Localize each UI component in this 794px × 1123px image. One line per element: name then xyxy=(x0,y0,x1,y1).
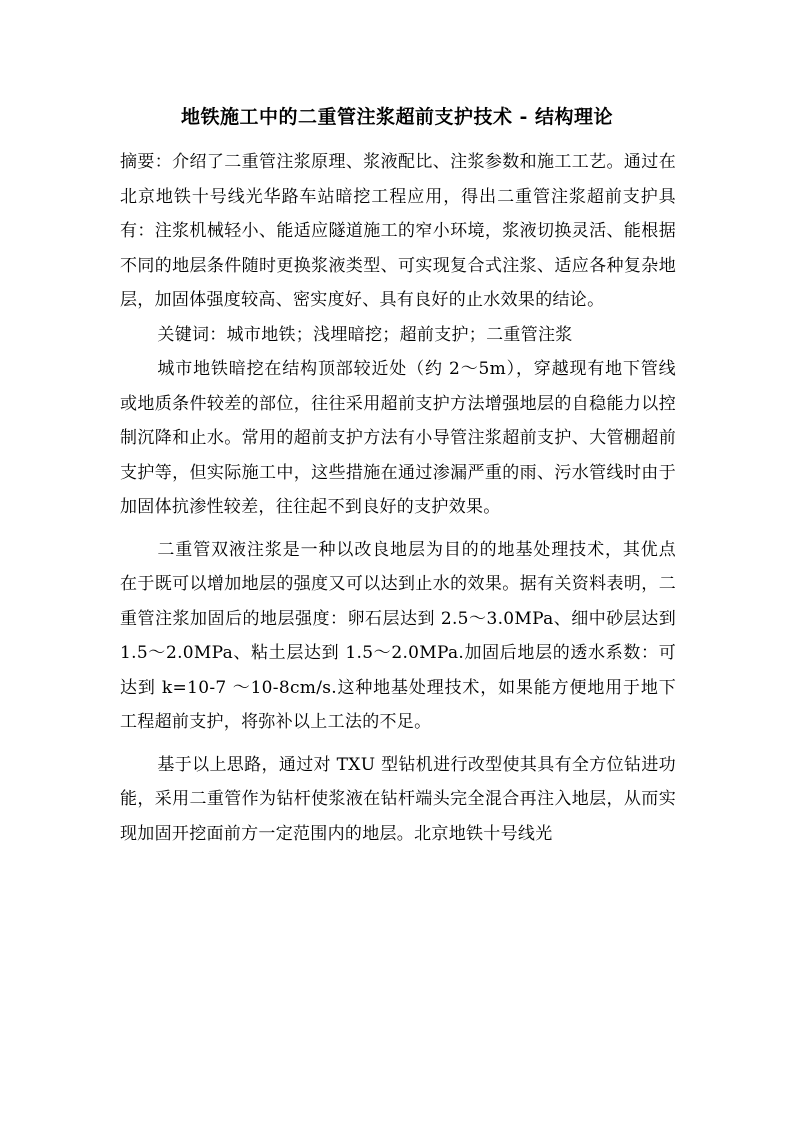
abstract-paragraph: 摘要：介绍了二重管注浆原理、浆液配比、注浆参数和施工工艺。通过在北京地铁十号线光华路车站暗挖工程应用，得出二重管注浆超前支护具有：注浆机械轻小、能适应隧道施工的窄小环境，浆液切换灵活、能根据不同的地层条件随时更换浆液类型、可实现复合式注浆、适应各种复杂地层，加固体强度较高、密实度好、具有良好的止水效果的结论。 xyxy=(120,152,676,310)
body-paragraph-3: 基于以上思路，通过对 TXU 型钻机进行改型使其具有全方位钻进功能，采用二重管作为钻杆使浆液在钻杆端头完全混合再注入地层，从而实现加固开挖面前方一定范围内的地层。北京地铁十号线光 xyxy=(120,754,676,844)
document-title: 地铁施工中的二重管注浆超前支护技术 - 结构理论 xyxy=(180,106,614,128)
keywords-paragraph: 关键词：城市地铁；浅埋暗挖；超前支护；二重管注浆 xyxy=(157,324,573,345)
document-body xyxy=(120,145,676,851)
body-paragraph-1: 城市地铁暗挖在结构顶部较近处（约 2～5m），穿越现有地下管线或地质条件较差的部位，往往采用超前支护方法增强地层的自稳能力以控制沉降和止水。常用的超前支护方法有小导管注浆超前支护、大管棚超前支护等，但实际施工中，这些措施在通过渗漏严重的雨、污水管线时由于加固体抗渗性较差，往往起不到良好的支护效果。 xyxy=(120,359,676,517)
body-paragraph-2: 二重管双液注浆是一种以改良地层为目的的地基处理技术，其优点在于既可以增加地层的强度又可以达到止水的效果。据有关资料表明，二重管注浆加固后的地层强度：卵石层达到 2.5～3.0MPa、细中砂层达到 1.5～2.0MPa、粘土层达到 1.5～2.0MPa.加固后地层的透水系数：可达到 k=10-7 ～10-8cm/s.这种地基处理技术，如果能方便地用于地下工程超前支护，将弥补以上工法的不足。 xyxy=(120,539,676,732)
